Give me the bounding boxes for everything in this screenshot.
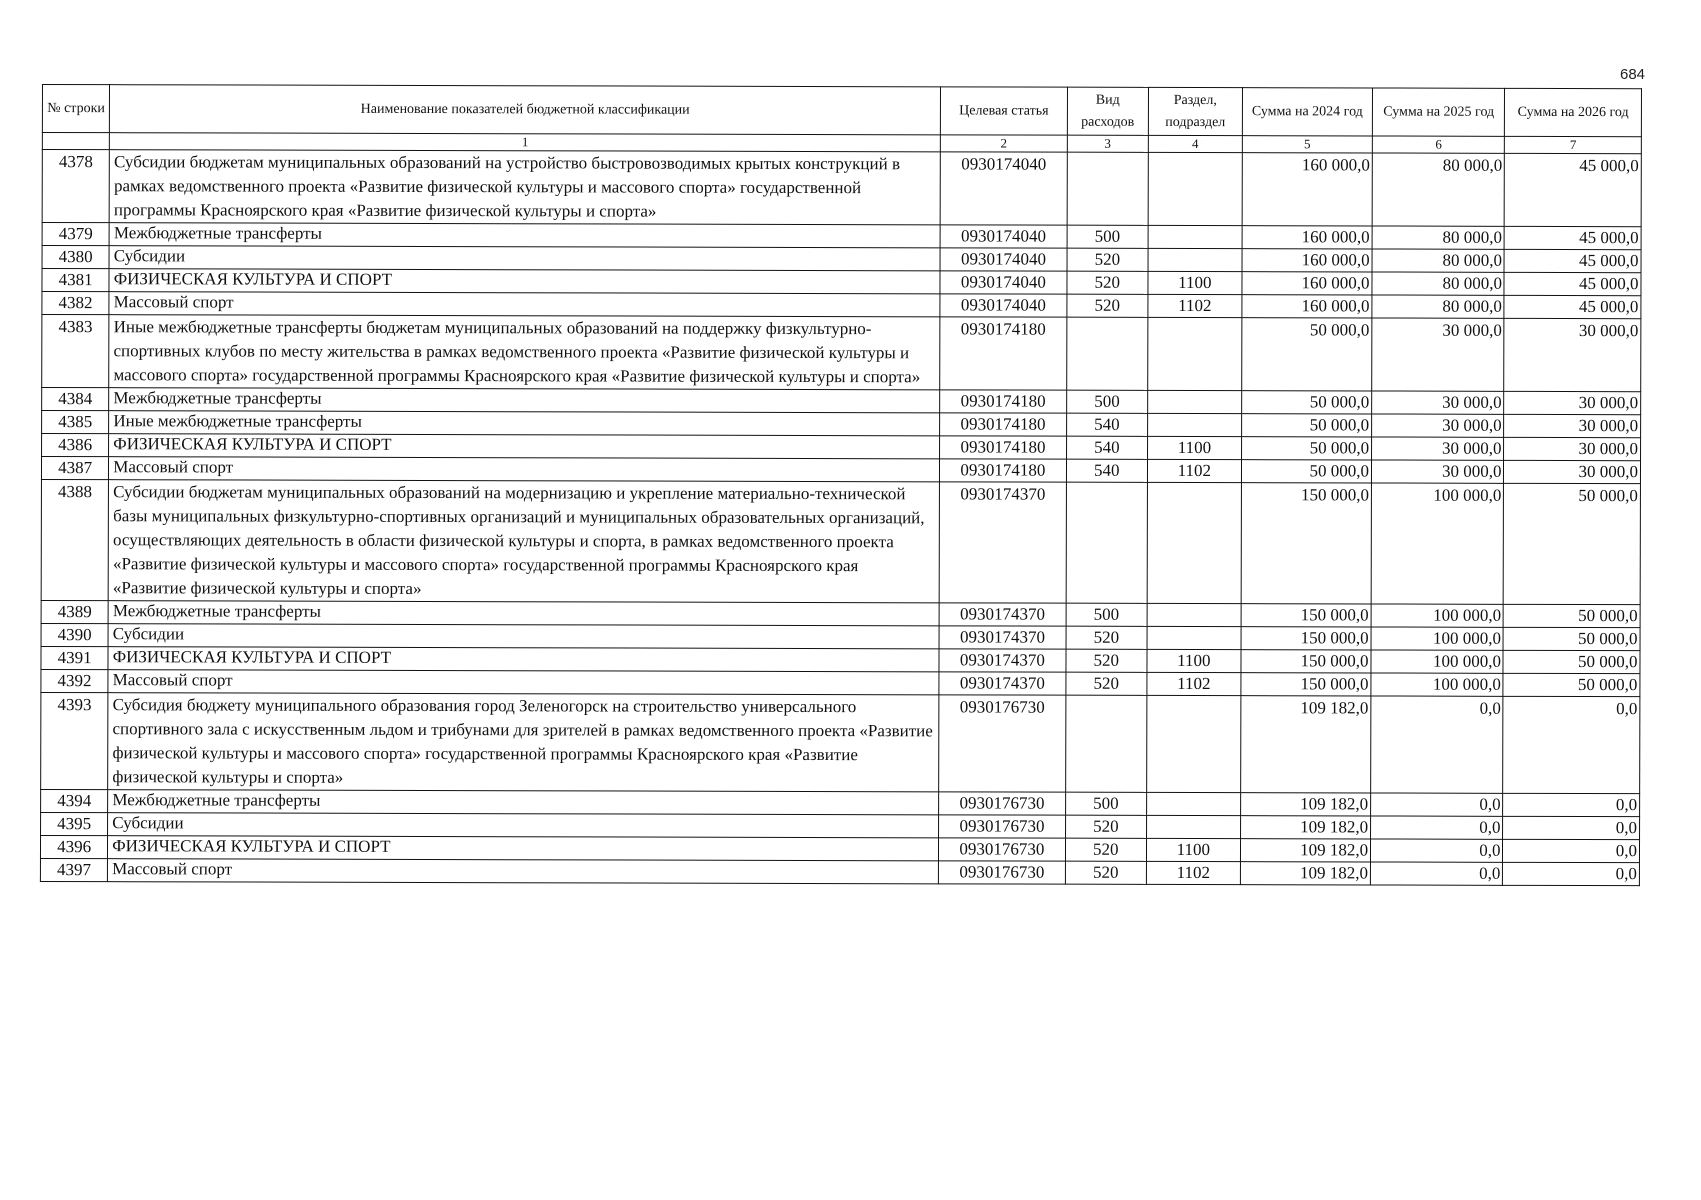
cell-section: [1148, 390, 1242, 413]
cell-name: ФИЗИЧЕСКАЯ КУЛЬТУРА И СПОРТ: [108, 647, 939, 672]
cell-section: [1147, 482, 1241, 603]
cell-sum-2026: 0,0: [1503, 862, 1640, 885]
cell-sum-2024: 109 182,0: [1240, 839, 1370, 862]
cell-sum-2026: 0,0: [1503, 793, 1640, 816]
cell-target-article: 0930174180: [940, 413, 1066, 436]
cell-sum-2024: 160 000,0: [1242, 226, 1372, 249]
table-row: [41, 692, 1640, 793]
cell-target-article: 0930174370: [939, 603, 1065, 626]
cell-sum-2026: 0,0: [1503, 816, 1640, 839]
table-row: [42, 315, 1641, 392]
cell-expense-type: 500: [1067, 225, 1149, 248]
cell-sum-2025: 80 000,0: [1372, 226, 1504, 249]
cell-sum-2024: 109 182,0: [1240, 696, 1371, 793]
table-header: [42, 85, 1641, 154]
cell-name: ФИЗИЧЕСКАЯ КУЛЬТУРА И СПОРТ: [108, 836, 939, 861]
cell-sum-2025: 0,0: [1371, 816, 1503, 839]
column-number: 6: [1372, 136, 1504, 153]
header-row-no: № строки: [42, 85, 109, 133]
cell-name: Иные межбюджетные трансферты бюджетам муниципальных образований на поддержку физкультурно-спортивных клубов по месту жительства в рамках ведомственного проекта «Развитие физической культуры и массового спорта» государственной программы Красноярского края «Развитие физической культуры и спорта»: [109, 315, 940, 390]
cell-name: Массовый спорт: [109, 292, 940, 317]
cell-target-article: 0930174180: [940, 436, 1066, 459]
cell-row-number: 4397: [40, 858, 107, 881]
cell-target-article: 0930174180: [940, 459, 1066, 482]
cell-row-number: 4387: [41, 457, 108, 480]
header-row: [42, 85, 1641, 137]
cell-sum-2025: 80 000,0: [1372, 272, 1504, 295]
cell-expense-type: 520: [1065, 672, 1147, 695]
cell-section: [1147, 626, 1241, 649]
cell-name: Межбюджетные трансферты: [108, 601, 939, 626]
cell-sum-2025: 80 000,0: [1372, 295, 1504, 318]
header-sum-2025: Сумма на 2025 год: [1372, 88, 1505, 136]
cell-section: [1148, 225, 1242, 248]
cell-target-article: 0930176730: [939, 861, 1065, 884]
cell-target-article: 0930174370: [939, 482, 1066, 603]
cell-name: Субсидии: [109, 246, 940, 271]
cell-sum-2025: 0,0: [1371, 839, 1503, 862]
cell-row-number: 4389: [41, 600, 108, 623]
cell-expense-type: 520: [1066, 649, 1148, 672]
cell-row-number: 4394: [41, 789, 108, 812]
cell-sum-2026: 0,0: [1503, 839, 1640, 862]
cell-sum-2026: 45 000,0: [1504, 249, 1641, 272]
column-number: 1: [110, 133, 941, 152]
cell-target-article: 0930174180: [940, 317, 1066, 390]
header-name: Наименование показателей бюджетной классификации: [110, 85, 941, 135]
cell-row-number: 4378: [42, 150, 109, 223]
cell-expense-type: [1066, 317, 1148, 390]
cell-expense-type: 500: [1066, 390, 1148, 413]
cell-sum-2024: 50 000,0: [1241, 391, 1371, 414]
cell-expense-type: 520: [1067, 248, 1149, 271]
cell-expense-type: 520: [1066, 294, 1148, 317]
cell-sum-2025: 100 000,0: [1371, 650, 1503, 673]
cell-row-number: 4395: [41, 812, 108, 835]
cell-expense-type: 500: [1066, 603, 1148, 626]
cell-expense-type: 520: [1065, 838, 1147, 861]
cell-row-number: 4391: [41, 646, 108, 669]
cell-row-number: 4381: [42, 269, 109, 292]
cell-name: Межбюджетные трансферты: [108, 790, 939, 815]
cell-name: Массовый спорт: [109, 457, 940, 482]
table-row: [40, 858, 1639, 885]
cell-sum-2026: 30 000,0: [1504, 318, 1641, 391]
cell-row-number: 4383: [42, 315, 109, 388]
cell-row-number: 4392: [41, 669, 108, 692]
cell-row-number: 4388: [41, 479, 109, 600]
cell-sum-2025: 0,0: [1371, 793, 1503, 816]
cell-section: 1102: [1147, 459, 1241, 482]
cell-sum-2025: 100 000,0: [1371, 604, 1503, 627]
cell-sum-2024: 50 000,0: [1241, 460, 1371, 483]
cell-sum-2024: 160 000,0: [1242, 249, 1372, 272]
cell-sum-2026: 45 000,0: [1505, 226, 1642, 249]
column-number: 3: [1067, 135, 1149, 152]
cell-expense-type: [1066, 482, 1148, 603]
cell-sum-2026: 45 000,0: [1504, 295, 1641, 318]
cell-expense-type: 520: [1067, 271, 1149, 294]
cell-sum-2024: 50 000,0: [1241, 318, 1372, 391]
cell-name: Субсидии: [108, 624, 939, 649]
cell-sum-2025: 80 000,0: [1372, 249, 1504, 272]
cell-target-article: 0930174040: [940, 225, 1066, 248]
cell-target-article: 0930174040: [940, 152, 1066, 225]
cell-sum-2024: 160 000,0: [1242, 272, 1372, 295]
page-number: 684: [1620, 66, 1646, 83]
cell-sum-2024: 150 000,0: [1241, 673, 1371, 696]
cell-sum-2024: 109 182,0: [1240, 816, 1370, 839]
cell-sum-2024: 150 000,0: [1241, 483, 1372, 604]
cell-name: ФИЗИЧЕСКАЯ КУЛЬТУРА И СПОРТ: [109, 434, 940, 459]
cell-target-article: 0930174370: [939, 649, 1065, 672]
cell-sum-2025: 30 000,0: [1372, 391, 1504, 414]
column-number: 5: [1242, 136, 1372, 153]
cell-section: [1147, 815, 1241, 838]
cell-sum-2026: 50 000,0: [1503, 627, 1640, 650]
column-number: [42, 133, 109, 150]
cell-sum-2025: 0,0: [1371, 696, 1504, 793]
cell-sum-2024: 150 000,0: [1241, 604, 1371, 627]
cell-expense-type: 520: [1065, 815, 1147, 838]
cell-section: [1148, 152, 1242, 225]
cell-sum-2024: 50 000,0: [1241, 437, 1371, 460]
cell-target-article: 0930174040: [940, 294, 1066, 317]
cell-sum-2025: 80 000,0: [1372, 153, 1505, 226]
cell-row-number: 4386: [42, 434, 109, 457]
cell-target-article: 0930176730: [939, 792, 1065, 815]
table-body: [40, 150, 1641, 886]
cell-sum-2024: 50 000,0: [1241, 414, 1371, 437]
cell-sum-2024: 150 000,0: [1241, 650, 1371, 673]
cell-expense-type: 540: [1066, 436, 1148, 459]
cell-sum-2026: 30 000,0: [1504, 460, 1641, 483]
header-section: Раздел, подраздел: [1148, 87, 1242, 135]
cell-target-article: 0930174040: [940, 248, 1066, 271]
cell-sum-2026: 50 000,0: [1503, 650, 1640, 673]
cell-section: 1102: [1148, 294, 1242, 317]
cell-sum-2026: 50 000,0: [1504, 483, 1641, 604]
cell-row-number: 4380: [42, 246, 109, 269]
cell-sum-2024: 160 000,0: [1242, 295, 1372, 318]
cell-sum-2025: 30 000,0: [1372, 414, 1504, 437]
cell-section: 1100: [1148, 436, 1242, 459]
cell-sum-2026: 50 000,0: [1504, 604, 1641, 627]
cell-sum-2024: 160 000,0: [1242, 153, 1373, 226]
cell-name: ФИЗИЧЕСКАЯ КУЛЬТУРА И СПОРТ: [109, 269, 940, 294]
cell-target-article: 0930174370: [939, 672, 1065, 695]
header-expense-type: Вид расходов: [1067, 87, 1149, 135]
cell-sum-2025: 30 000,0: [1372, 437, 1504, 460]
cell-section: 1102: [1147, 672, 1241, 695]
cell-section: [1147, 792, 1241, 815]
header-sum-2024: Сумма на 2024 год: [1242, 88, 1372, 136]
cell-target-article: 0930176730: [939, 838, 1065, 861]
cell-name: Массовый спорт: [108, 859, 939, 884]
cell-row-number: 4385: [42, 411, 109, 434]
table-row: [42, 150, 1641, 227]
cell-sum-2024: 150 000,0: [1241, 627, 1371, 650]
column-number: 7: [1505, 136, 1642, 153]
cell-row-number: 4390: [41, 623, 108, 646]
column-number: 4: [1148, 135, 1242, 152]
cell-sum-2026: 30 000,0: [1504, 414, 1641, 437]
cell-sum-2026: 30 000,0: [1504, 391, 1641, 414]
cell-section: [1148, 413, 1242, 436]
cell-sum-2025: 100 000,0: [1371, 627, 1503, 650]
cell-sum-2026: 50 000,0: [1503, 673, 1640, 696]
cell-name: Субсидии: [108, 813, 939, 838]
cell-sum-2025: 100 000,0: [1371, 673, 1503, 696]
column-number: 2: [941, 135, 1067, 152]
header-sum-2026: Сумма на 2026 год: [1505, 88, 1642, 136]
cell-expense-type: 540: [1066, 459, 1148, 482]
cell-sum-2024: 109 182,0: [1240, 862, 1370, 885]
cell-expense-type: [1067, 152, 1149, 225]
cell-target-article: 0930176730: [939, 815, 1065, 838]
cell-section: [1147, 695, 1241, 792]
cell-sum-2026: 30 000,0: [1504, 437, 1641, 460]
cell-target-article: 0930174370: [939, 626, 1065, 649]
cell-row-number: 4396: [40, 835, 107, 858]
cell-name: Субсидия бюджету муниципального образования город Зеленогорск на строительство универсального спортивного зала с искусственным льдом и трибунами для зрителей в рамках ведомственного проекта «Развитие физической культуры и массового спорта» государственной программы Красноярского края «Развитие физической культуры и спорта»: [108, 693, 939, 792]
cell-sum-2025: 100 000,0: [1371, 483, 1504, 604]
cell-name: Межбюджетные трансферты: [109, 223, 940, 248]
cell-section: [1148, 317, 1242, 390]
cell-name: Межбюджетные трансферты: [109, 388, 940, 413]
cell-section: 1100: [1148, 271, 1242, 294]
cell-name: Массовый спорт: [108, 670, 939, 695]
cell-section: 1100: [1146, 838, 1240, 861]
cell-expense-type: 520: [1066, 626, 1148, 649]
cell-section: [1147, 603, 1241, 626]
cell-target-article: 0930174180: [940, 390, 1066, 413]
header-target-article: Целевая статья: [941, 87, 1067, 135]
cell-sum-2026: 0,0: [1503, 696, 1640, 793]
cell-expense-type: 520: [1065, 861, 1147, 884]
cell-section: [1148, 248, 1242, 271]
cell-section: 1102: [1146, 861, 1240, 884]
cell-section: 1100: [1147, 649, 1241, 672]
cell-row-number: 4393: [41, 692, 108, 789]
budget-table: [40, 84, 1642, 886]
cell-sum-2025: 30 000,0: [1372, 318, 1505, 391]
cell-sum-2026: 45 000,0: [1505, 153, 1642, 226]
cell-sum-2026: 45 000,0: [1504, 272, 1641, 295]
cell-expense-type: [1065, 695, 1147, 792]
cell-target-article: 0930176730: [939, 695, 1066, 792]
cell-sum-2024: 109 182,0: [1240, 793, 1370, 816]
cell-name: Субсидии бюджетам муниципальных образований на устройство быстровозводимых крытых конструкций в рамках ведомственного проекта «Развитие физической культуры и массового спорта» государственной программы Красноярского края «Развитие физической культуры и спорта»: [109, 150, 940, 225]
cell-target-article: 0930174040: [940, 271, 1066, 294]
cell-sum-2025: 30 000,0: [1372, 460, 1504, 483]
cell-row-number: 4379: [42, 223, 109, 246]
cell-row-number: 4384: [42, 388, 109, 411]
cell-row-number: 4382: [42, 292, 109, 315]
cell-expense-type: 500: [1065, 792, 1147, 815]
cell-sum-2025: 0,0: [1370, 862, 1502, 885]
table-row: [41, 479, 1640, 604]
cell-name: Субсидии бюджетам муниципальных образований на модернизацию и укрепление материально-технической базы муниципальных физкультурно-спортивных организаций и муниципальных образовательных организаций, осуществляющих деятельность в области физической культуры и спорта, в рамках ведомственного проекта «Развитие физической культуры и массового спорта» государственной программы Красноярского края «Развитие физической культуры и спорта»: [108, 480, 939, 603]
cell-expense-type: 540: [1066, 413, 1148, 436]
cell-name: Иные межбюджетные трансферты: [109, 411, 940, 436]
